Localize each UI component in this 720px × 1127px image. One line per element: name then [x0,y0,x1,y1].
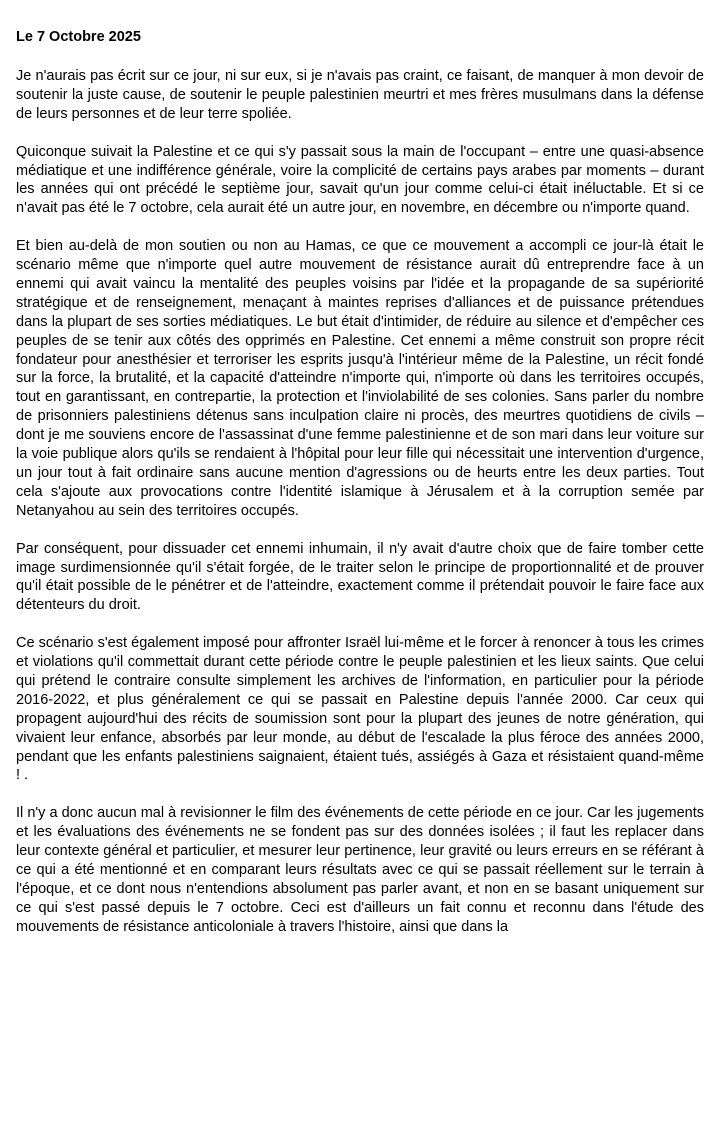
document-title: Le 7 Octobre 2025 [16,29,141,45]
paragraph-6: Il n'y a donc aucun mal à revisionner le film des événements de cette période en ce jour. Car les jugements et les évaluations des événements ne se fondent pas sur des données isolées ; il faut les replacer dans leur contexte général et particulier, et mesurer leur pertinence, leur gravité ou leurs erreurs en se référant à ce qui a été mentionné et en comparant leurs résultats avec ce qui se passait réellement sur le terrain à l'époque, et ce dont nous n'entendions absolument pas parler avant, et non en se basant uniquement sur ce qui s'est passé depuis le 7 octobre. Ceci est d'ailleurs un fait connu et reconnu dans l'étude des mouvements de résistance anticoloniale à travers l'histoire, ainsi que dans la [16,805,704,935]
paragraph-1: Je n'aurais pas écrit sur ce jour, ni sur eux, si je n'avais pas craint, ce faisant, de manquer à mon devoir de soutenir la juste cause, de soutenir le peuple palestinien meurtri et mes frères musulmans dans la défense de leurs personnes et de leur terre spoliée. [16,68,704,122]
paragraph-5: Ce scénario s'est également imposé pour affronter Israël lui-même et le forcer à renoncer à tous les crimes et violations qu'il commettait durant cette période contre le peuple palestinien et les lieux saints. Que celui qui prétend le contraire consulte simplement les archives de l'information, en particulier pour la période 2016-2022, et plus généralement ce qui se passait en Palestine depuis l'année 2000. Car ceux qui propagent aujourd'hui des récits de soumission sont pour la plupart des jeunes de notre génération, qui vivaient leur enfance, absorbés par leur monde, au début de l'escalade la plus féroce des années 2000, pendant que les enfants palestiniens saignaient, étaient tués, assiégés à Gaza et résistaient quand-même ! . [16,635,704,784]
paragraph-3: Et bien au-delà de mon soutien ou non au Hamas, ce que ce mouvement a accompli ce jour-là était le scénario même que n'importe quel autre mouvement de résistance aurait dû entreprendre face à un ennemi qui avait vaincu la mentalité des peuples voisins par l'idée et la propagande de sa supériorité stratégique et de renseignement, menaçant à maintes reprises d'alliances et de puissance prétendues dans la plupart de ses sorties médiatiques. Le but était d'intimider, de réduire au silence et d'empêcher ces peuples de se tenir aux côtés des opprimés en Palestine. Cet ennemi a même construit son propre récit fondateur pour anesthésier et terroriser les esprits jusqu'à l'intérieur même de la Palestine, un récit fondé sur la force, la brutalité, et la capacité d'atteindre n'importe qui, n'importe où dans les territoires occupés, tout en garantissant, en contrepartie, la protection et l'inviolabilité de ses colonies. Sans parler du nombre de prisonniers palestiniens détenus sans inculpation claire ni procès, des meurtres quotidiens de civils – dont je me souviens encore de l'assassinat d'une femme palestinienne et de son mari dans leur voiture sur la voie publique alors qu'ils se rendaient à l'hôpital pour leur fille qui nécessitait une intervention d'urgence, un jour tout à fait ordinaire sans aucune mention d'agressions ou de heurts entre les deux parties. Tout cela s'ajoute aux provocations contre l'identité islamique à Jérusalem et à la corruption semée par Netanyahou au sein des territoires occupés. [16,238,704,519]
paragraph-4: Par conséquent, pour dissuader cet ennemi inhumain, il n'y avait d'autre choix que de faire tomber cette image surdimensionnée qu'il s'était forgée, de le traiter selon le principe de proportionnalité et de prouver qu'il était possible de le pénétrer et de l'atteindre, exactement comme il prétendait pouvoir le faire face aux détenteurs du droit. [16,540,704,614]
paragraph-2: Quiconque suivait la Palestine et ce qui s'y passait sous la main de l'occupant – entre une quasi-absence médiatique et une indifférence générale, voire la complicité de certains pays arabes par moments – durant les années qui ont précédé le septième jour, savait qu'un jour comme celui-ci était inéluctable. Et si ce n'avait pas été le 7 octobre, cela aurait été un autre jour, en novembre, en décembre ou n'importe quand. [16,143,704,217]
